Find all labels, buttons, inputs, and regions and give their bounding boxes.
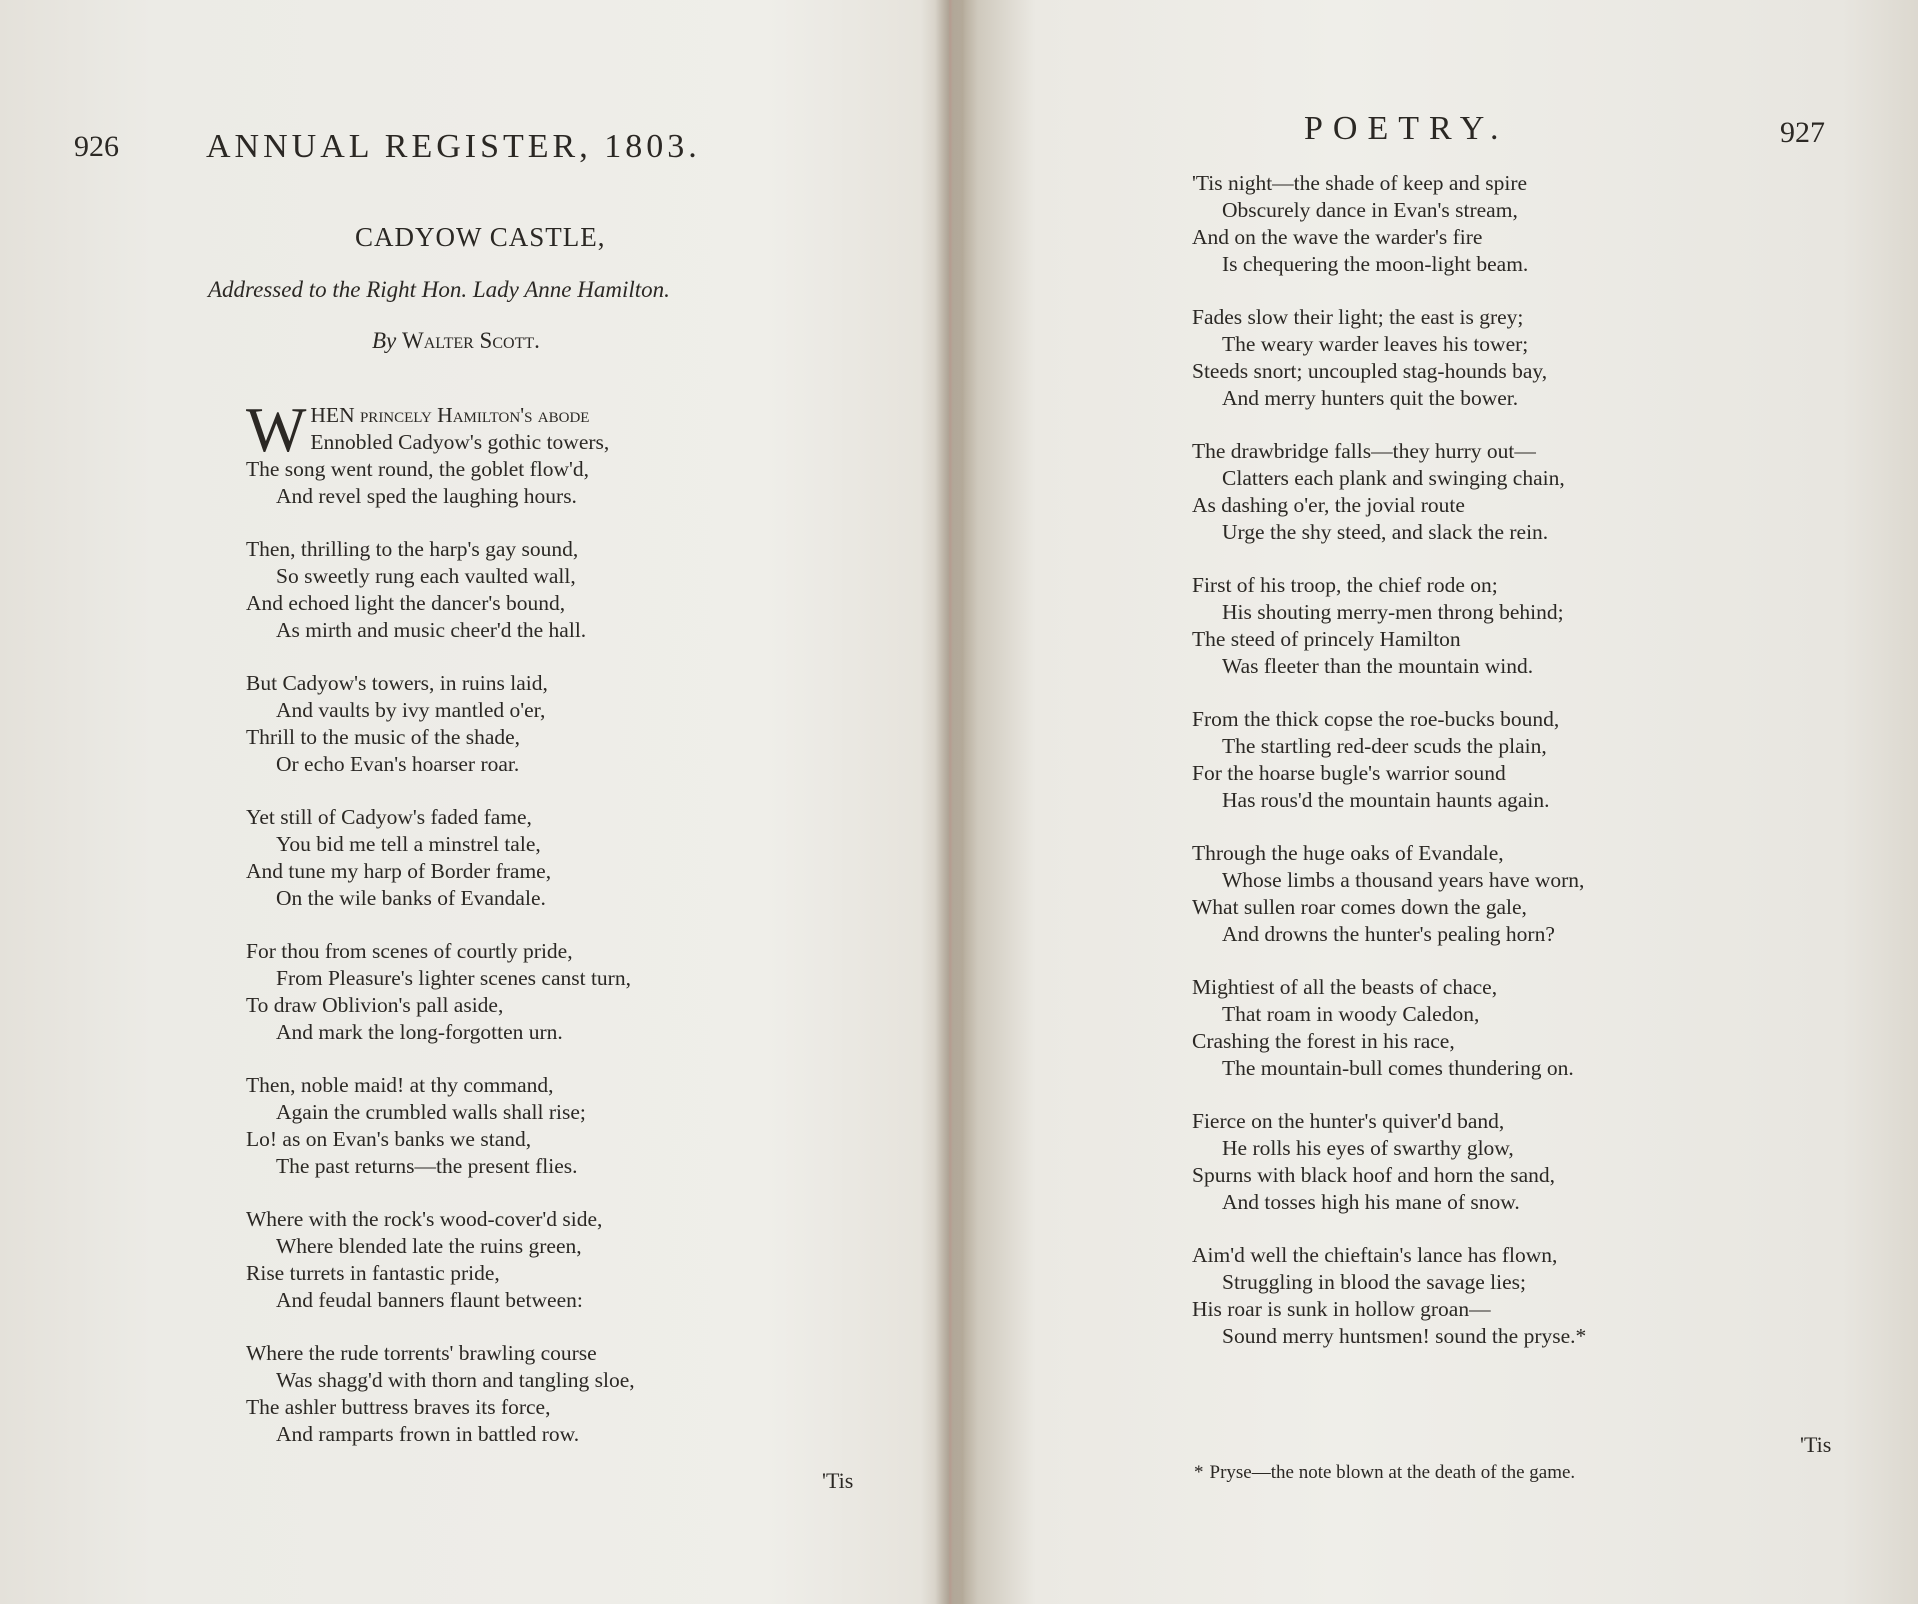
poem-line: The mountain-bull comes thundering on. [1222, 1056, 1574, 1080]
footnote [1194, 1462, 1575, 1484]
stanza [1192, 170, 1586, 278]
poem-line: Struggling in blood the savage lies; [1222, 1270, 1526, 1294]
poem-line: Steeds snort; uncoupled stag-hounds bay, [1192, 359, 1548, 383]
poem-line: Again the crumbled walls shall rise; [276, 1100, 586, 1124]
footnote-mark: * [1194, 1462, 1204, 1483]
poem-line: On the wile banks of Evandale. [276, 886, 546, 910]
stanza [1192, 1108, 1586, 1216]
poem-line: And drowns the hunter's pealing horn? [1222, 922, 1555, 946]
poem-line: The ashler buttress braves its force, [246, 1395, 551, 1419]
poem-line: Crashing the forest in his race, [1192, 1029, 1455, 1053]
poem-line: Was fleeter than the mountain wind. [1222, 654, 1534, 678]
poem-line: As mirth and music cheer'd the hall. [276, 618, 587, 642]
byline-author: Walter Scott. [402, 328, 540, 353]
poem-dedication: Addressed to the Right Hon. Lady Anne Hamilton. [208, 277, 670, 302]
poem-line: The weary warder leaves his tower; [1222, 332, 1529, 356]
poem-line: To draw Oblivion's pall aside, [246, 993, 504, 1017]
poem-line: Has rous'd the mountain haunts again. [1222, 788, 1550, 812]
stanza [246, 804, 635, 912]
poem-line: And ramparts frown in battled row. [276, 1422, 580, 1446]
poem-line: For the hoarse bugle's warrior sound [1192, 761, 1506, 785]
poem-line: Ennobled Cadyow's gothic towers, [310, 430, 610, 454]
stanza [1192, 438, 1586, 546]
poem-line: Then, noble maid! at thy command, [246, 1073, 554, 1097]
right-poem-body [1192, 170, 1586, 1376]
poem-line: And revel sped the laughing hours. [276, 484, 577, 508]
poem-line: And on the wave the warder's fire [1192, 225, 1483, 249]
poem-line: As dashing o'er, the jovial route [1192, 493, 1465, 517]
poem-line: Then, thrilling to the harp's gay sound, [246, 537, 579, 561]
left-page-number: 926 [74, 130, 119, 163]
poem-line: You bid me tell a minstrel tale, [276, 832, 541, 856]
drop-cap: W [246, 394, 307, 465]
poem-title: CADYOW CASTLE, [355, 222, 606, 252]
stanza [1192, 840, 1586, 948]
poem-line: 'Tis night—the shade of keep and spire [1192, 171, 1528, 195]
stanza [1192, 974, 1586, 1082]
poem-line: And merry hunters quit the bower. [1222, 386, 1519, 410]
poem-line: Through the huge oaks of Evandale, [1192, 841, 1504, 865]
stanza [1192, 1242, 1586, 1350]
poem-line: From Pleasure's lighter scenes canst turn, [276, 966, 631, 990]
poem-line: And echoed light the dancer's bound, [246, 591, 566, 615]
byline-by: By [372, 328, 397, 353]
poem-line: Where the rude torrents' brawling course [246, 1341, 597, 1365]
poem-line: Where blended late the ruins green, [276, 1234, 582, 1258]
poem-line: Urge the shy steed, and slack the rein. [1222, 520, 1549, 544]
footnote-term: Pryse [1209, 1462, 1252, 1483]
poem-line: He rolls his eyes of swarthy glow, [1222, 1136, 1514, 1160]
poem-line: Yet still of Cadyow's faded fame, [246, 805, 532, 829]
poem-line: His roar is sunk in hollow groan— [1192, 1297, 1491, 1321]
poem-line: Spurns with black hoof and horn the sand, [1192, 1163, 1556, 1187]
stanza [246, 938, 635, 1046]
poem-line: His shouting merry-men throng behind; [1222, 600, 1564, 624]
poem-line: Thrill to the music of the shade, [246, 725, 521, 749]
poem-line: Whose limbs a thousand years have worn, [1222, 868, 1585, 892]
poem-line: Or echo Evan's hoarser roar. [276, 752, 520, 776]
stanza [246, 1206, 635, 1314]
poem-line: Mightiest of all the beasts of chace, [1192, 975, 1498, 999]
poem-line: That roam in woody Caledon, [1222, 1002, 1480, 1026]
stanza [246, 1072, 635, 1180]
poem-line: The song went round, the goblet flow'd, [246, 457, 590, 481]
poem-line: For thou from scenes of courtly pride, [246, 939, 573, 963]
poem-line: Lo! as on Evan's banks we stand, [246, 1127, 532, 1151]
stanza [246, 670, 635, 778]
poem-line: Where with the rock's wood-cover'd side, [246, 1207, 603, 1231]
stanza [1192, 572, 1586, 680]
stanza [1192, 304, 1586, 412]
poem-line: And feudal banners flaunt between: [276, 1288, 583, 1312]
left-running-head: ANNUAL REGISTER, 1803. [206, 128, 701, 165]
poem-line: Fades slow their light; the east is grey; [1192, 305, 1524, 329]
left-poem-body [246, 394, 635, 1474]
poem-line: The steed of princely Hamilton [1192, 627, 1461, 651]
stanza [246, 536, 635, 644]
poem-line: And tosses high his mane of snow. [1222, 1190, 1520, 1214]
stanza [1192, 706, 1586, 814]
poem-line: And vaults by ivy mantled o'er, [276, 698, 546, 722]
right-running-head: POETRY. [1304, 110, 1509, 147]
poem-line: The startling red-deer scuds the plain, [1222, 734, 1547, 758]
poem-line: Was shagg'd with thorn and tangling sloe, [276, 1368, 635, 1392]
right-page [960, 0, 1918, 1604]
poem-line: From the thick copse the roe-bucks bound, [1192, 707, 1560, 731]
poem-line: Rise turrets in fantastic pride, [246, 1261, 500, 1285]
poem-line: First of his troop, the chief rode on; [1192, 573, 1498, 597]
poem-line: So sweetly rung each vaulted wall, [276, 564, 576, 588]
first-line-rest: HEN princely Hamilton's abode [310, 403, 590, 427]
poem-line: The past returns—the present flies. [276, 1154, 578, 1178]
poem-line: The drawbridge falls—they hurry out— [1192, 439, 1536, 463]
right-catchword: 'Tis [1800, 1432, 1832, 1457]
footnote-text: —the note blown at the death of the game. [1251, 1462, 1576, 1483]
poem-line: Aim'd well the chieftain's lance has flown, [1192, 1243, 1558, 1267]
stanza [246, 394, 635, 510]
poem-line: Clatters each plank and swinging chain, [1222, 466, 1565, 490]
stanza [246, 1340, 635, 1448]
left-page [0, 0, 950, 1604]
poem-line: Obscurely dance in Evan's stream, [1222, 198, 1518, 222]
poem-line: And mark the long-forgotten urn. [276, 1020, 563, 1044]
poem-line: And tune my harp of Border frame, [246, 859, 552, 883]
poem-byline [372, 328, 540, 354]
right-page-number: 927 [1780, 116, 1825, 149]
poem-line: But Cadyow's towers, in ruins laid, [246, 671, 548, 695]
poem-line: Is chequering the moon-light beam. [1222, 252, 1529, 276]
poem-line: Sound merry huntsmen! sound the pryse.* [1222, 1324, 1587, 1348]
left-catchword: 'Tis [822, 1468, 854, 1493]
poem-line: What sullen roar comes down the gale, [1192, 895, 1527, 919]
poem-line: Fierce on the hunter's quiver'd band, [1192, 1109, 1505, 1133]
